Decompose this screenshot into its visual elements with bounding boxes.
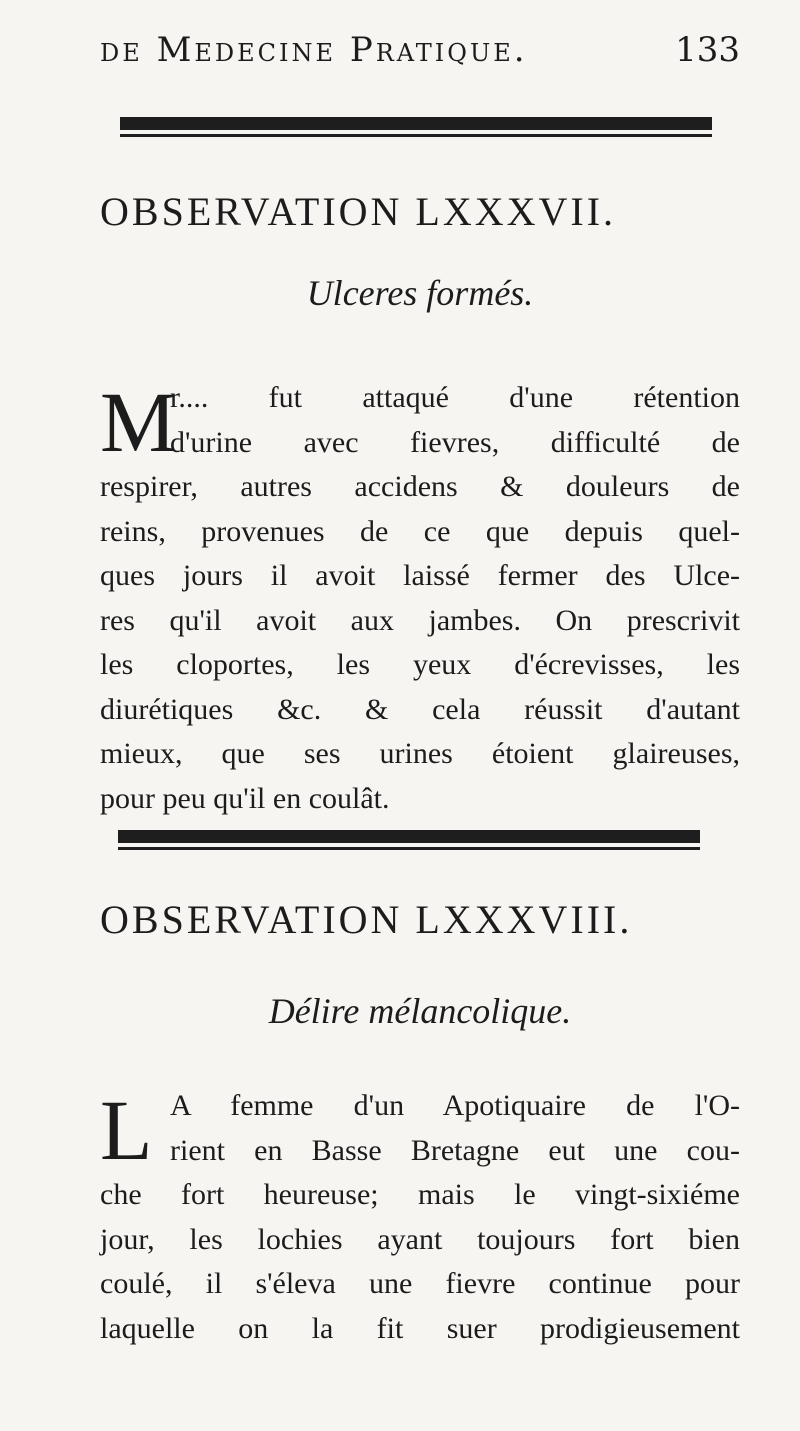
text-line: diurétiques &c. & cela réussit d'autant [100, 692, 740, 726]
drop-cap: L [100, 1082, 153, 1178]
observation-paragraph [100, 1084, 740, 1351]
text-line: jour, les lochies ayant toujours fort bien [100, 1222, 740, 1256]
text-line: respirer, autres accidens & douleurs de [100, 470, 740, 503]
text-line: pour peu qu'il en coulât. [100, 781, 390, 815]
observation-subtitle: Ulceres formés. [306, 273, 534, 313]
text-line: A femme d'un Apotiquaire de l'O- [170, 1089, 740, 1122]
double-rule-middle [118, 830, 700, 850]
text-line: res qu'il avoit aux jambes. On prescrivit [100, 603, 740, 637]
text-line: reins, provenues de ce que depuis quel- [100, 514, 740, 548]
text-line: mieux, que ses urines étoient glaireuses, [100, 737, 740, 770]
text-line: coulé, il s'éleva une fievre continue pour [100, 1267, 740, 1300]
drop-cap: M [100, 374, 177, 470]
observation-heading: OBSERVATION LXXXVII. [100, 189, 617, 234]
running-head-title: de Medecine Pratique. [100, 30, 528, 70]
text-line: d'urine avec fievres, difficulté de [170, 425, 740, 459]
observation-heading: OBSERVATION LXXXVIII. [100, 897, 633, 942]
observation-subtitle: Délire mélancolique. [268, 991, 572, 1031]
text-line: laquelle on la fit suer prodigieusement [100, 1311, 740, 1345]
double-rule-top [120, 117, 712, 137]
text-line: r.... fut attaqué d'une rétention [170, 381, 740, 414]
text-line: rient en Basse Bretagne eut une cou- [170, 1133, 740, 1167]
running-head [100, 30, 740, 70]
text-line: ques jours il avoit laissé fermer des Ulce- [100, 559, 740, 592]
observation-paragraph [100, 376, 740, 821]
page-number: 133 [675, 30, 740, 70]
text-line: les cloportes, les yeux d'écrevisses, les [100, 648, 740, 681]
text-line: che fort heureuse; mais le vingt-sixiéme [100, 1178, 740, 1211]
